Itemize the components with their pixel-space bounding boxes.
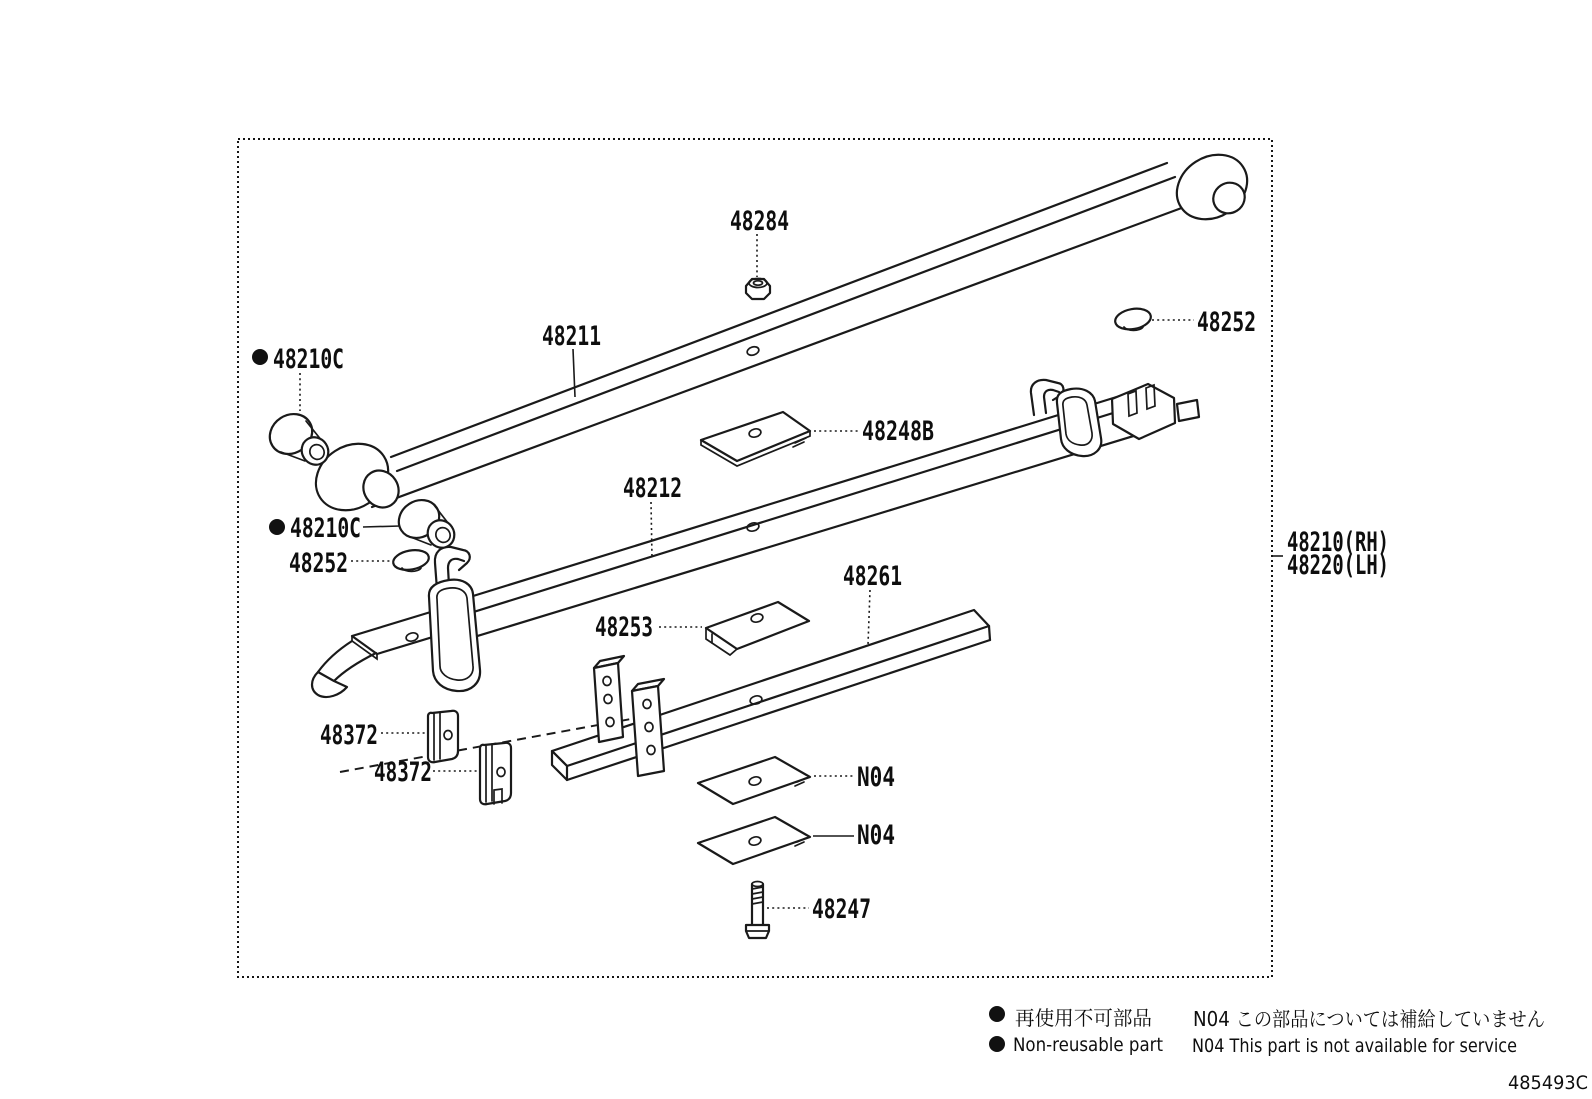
- legend-n04-jp: N04 この部品については補給していません: [1193, 1007, 1545, 1031]
- leader-48212: [651, 502, 652, 558]
- part-shape-clamp-strap-b: [632, 679, 664, 776]
- part-label-48252-left: 48252: [289, 548, 348, 579]
- part-label-48253: 48253: [595, 612, 653, 643]
- part-label-48210c-a: 48210C: [273, 344, 344, 375]
- doc-number: 485493C: [1508, 1072, 1588, 1094]
- legend-nonreusable-en: Non-reusable part: [1013, 1034, 1163, 1056]
- leader-48211: [573, 349, 575, 397]
- side-label-rh: 48210(RH): [1287, 527, 1389, 558]
- part-label-48212: 48212: [623, 473, 682, 504]
- part-label-48261: 48261: [843, 561, 902, 592]
- part-shape-leaf-spring-48211: [303, 142, 1259, 524]
- part-shape-clamp-48372-a: [428, 711, 458, 763]
- part-shape-plate-48248b: [701, 412, 810, 466]
- part-label-48248b: 48248B: [862, 416, 934, 447]
- part-label-48284: 48284: [730, 206, 789, 237]
- part-shape-shim-n04-b: [698, 817, 810, 864]
- leader-48261: [868, 590, 870, 645]
- part-label-48372-a: 48372: [320, 720, 378, 751]
- part-shape-plate-48253: [706, 602, 809, 655]
- non-reusable-bullet-icon: [989, 1036, 1005, 1052]
- non-reusable-bullet-icon: [269, 519, 285, 535]
- part-shape-bushing-48210c-b: [392, 492, 460, 552]
- side-label-lh: 48220(LH): [1287, 550, 1389, 581]
- legend-nonreusable-jp: 再使用不可部品: [1015, 1006, 1152, 1030]
- part-shape-bushing-48210c-a: [262, 406, 333, 470]
- leader-48210c-b: [363, 526, 400, 527]
- part-label-n04-b: N04: [857, 820, 895, 851]
- part-shape-clamp-48372-b: [480, 743, 511, 805]
- part-shape-nut-48284: [746, 279, 770, 300]
- part-shape-clamp-strap-a: [594, 656, 624, 742]
- part-shape-shim-n04-a: [698, 757, 810, 804]
- part-shape-bolt-48247: [746, 882, 769, 939]
- part-label-48372-b: 48372: [374, 757, 432, 788]
- part-shape-cap-48252-right: [1114, 306, 1153, 332]
- part-label-48211: 48211: [542, 321, 601, 352]
- part-label-n04-a: N04: [857, 762, 895, 793]
- part-label-48247: 48247: [812, 894, 871, 925]
- part-label-48210c-b: 48210C: [290, 513, 361, 544]
- legend: [989, 1006, 1545, 1057]
- non-reusable-bullet-icon: [989, 1006, 1005, 1022]
- part-shape-cap-48252-left: [392, 548, 431, 573]
- legend-n04-en: N04 This part is not available for service: [1192, 1035, 1517, 1057]
- part-label-48252-right: 48252: [1197, 307, 1256, 338]
- non-reusable-bullet-icon: [252, 349, 268, 365]
